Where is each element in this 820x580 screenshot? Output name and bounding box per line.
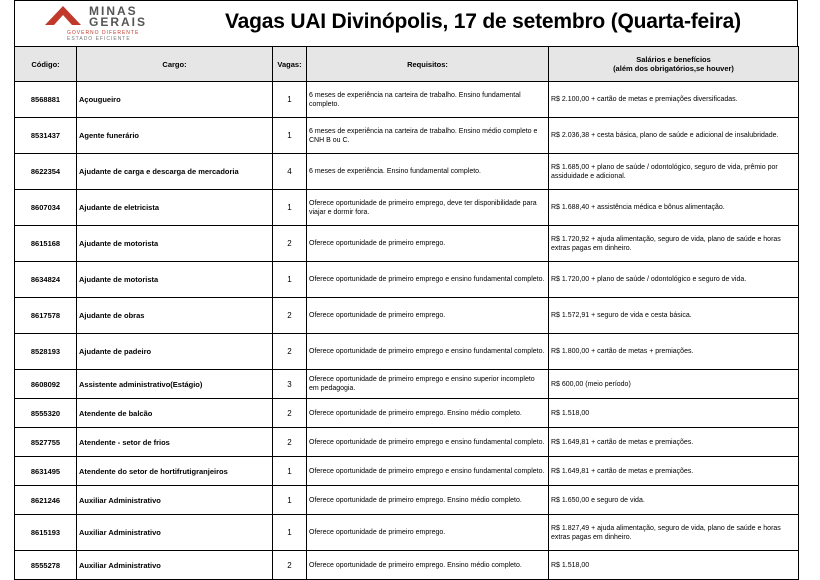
header-vagas: Vagas:: [273, 47, 307, 82]
job-code-cell: 8615168: [15, 226, 77, 262]
job-code-cell: 8528193: [15, 334, 77, 370]
header-salarios-line1: Salários e benefícios: [636, 55, 711, 64]
table-row: [15, 190, 799, 226]
openings-cell: 1: [273, 118, 307, 154]
job-code-cell: 8555278: [15, 551, 77, 580]
requirements-cell: 6 meses de experiência. Ensino fundamental completo.: [307, 154, 549, 190]
openings-cell: 2: [273, 298, 307, 334]
openings-cell: 1: [273, 486, 307, 515]
openings-cell: 1: [273, 82, 307, 118]
job-title-cell: Ajudante de eletricista: [77, 190, 273, 226]
document-header: [14, 0, 798, 46]
job-code-cell: 8568881: [15, 82, 77, 118]
requirements-cell: Oferece oportunidade de primeiro emprego. Ensino médio completo.: [307, 551, 549, 580]
header-salarios-line2: (além dos obrigatórios,se houver): [613, 64, 734, 73]
salary-benefits-cell: R$ 1.518,00: [549, 551, 799, 580]
job-code-cell: 8608092: [15, 370, 77, 399]
openings-cell: 2: [273, 551, 307, 580]
requirements-cell: 6 meses de experiência na carteira de trabalho. Ensino médio completo e CNH B ou C.: [307, 118, 549, 154]
table-row: [15, 154, 799, 190]
requirements-cell: Oferece oportunidade de primeiro emprego. Ensino médio completo.: [307, 399, 549, 428]
header-codigo: Código:: [15, 47, 77, 82]
table-row: [15, 551, 799, 580]
job-title-cell: Auxiliar Administrativo: [77, 486, 273, 515]
openings-cell: 2: [273, 226, 307, 262]
requirements-cell: Oferece oportunidade de primeiro emprego.: [307, 226, 549, 262]
jobs-table: [14, 46, 799, 580]
salary-benefits-cell: R$ 1.688,40 + assistência médica e bônus alimentação.: [549, 190, 799, 226]
openings-cell: 1: [273, 262, 307, 298]
table-header-row: [15, 47, 799, 82]
header-salarios: [549, 47, 799, 82]
salary-benefits-cell: R$ 2.100,00 + cartão de metas e premiações diversificadas.: [549, 82, 799, 118]
triangle-logo-icon: [43, 3, 83, 29]
job-title-cell: Agente funerário: [77, 118, 273, 154]
requirements-cell: Oferece oportunidade de primeiro emprego. Ensino médio completo.: [307, 486, 549, 515]
openings-cell: 1: [273, 515, 307, 551]
job-title-cell: Auxiliar Administrativo: [77, 551, 273, 580]
salary-benefits-cell: R$ 1.572,91 + seguro de vida e cesta básica.: [549, 298, 799, 334]
job-code-cell: 8555320: [15, 399, 77, 428]
salary-benefits-cell: R$ 1.649,81 + cartão de metas e premiações.: [549, 428, 799, 457]
salary-benefits-cell: R$ 1.827,49 + ajuda alimentação, seguro de vida, plano de saúde e horas extras pagas em dinheiro.: [549, 515, 799, 551]
salary-benefits-cell: R$ 1.685,00 + plano de saúde / odontológico, seguro de vida, prêmio por assiduidade e adicional.: [549, 154, 799, 190]
job-code-cell: 8531437: [15, 118, 77, 154]
openings-cell: 2: [273, 334, 307, 370]
job-code-cell: 8607034: [15, 190, 77, 226]
job-title-cell: Atendente - setor de frios: [77, 428, 273, 457]
table-row: [15, 262, 799, 298]
job-code-cell: 8621246: [15, 486, 77, 515]
job-code-cell: 8631495: [15, 457, 77, 486]
table-row: [15, 399, 799, 428]
openings-cell: 4: [273, 154, 307, 190]
salary-benefits-cell: R$ 1.649,81 + cartão de metas e premiações.: [549, 457, 799, 486]
openings-cell: 3: [273, 370, 307, 399]
table-row: [15, 334, 799, 370]
requirements-cell: Oferece oportunidade de primeiro emprego, deve ter disponibilidade para viajar e dormir fora.: [307, 190, 549, 226]
job-code-cell: 8615193: [15, 515, 77, 551]
table-row: [15, 370, 799, 399]
logo-word-gerais: GERAIS: [89, 15, 148, 29]
salary-benefits-cell: R$ 1.800,00 + cartão de metas + premiações.: [549, 334, 799, 370]
table-row: [15, 428, 799, 457]
openings-cell: 2: [273, 428, 307, 457]
page-title: Vagas UAI Divinópolis, 17 de setembro (Quarta-feira): [225, 10, 741, 33]
job-title-cell: Auxiliar Administrativo: [77, 515, 273, 551]
openings-cell: 2: [273, 399, 307, 428]
requirements-cell: 6 meses de experiência na carteira de trabalho. Ensino fundamental completo.: [307, 82, 549, 118]
table-row: [15, 118, 799, 154]
requirements-cell: Oferece oportunidade de primeiro emprego e ensino fundamental completo.: [307, 262, 549, 298]
salary-benefits-cell: R$ 1.720,00 + plano de saúde / odontológico e seguro de vida.: [549, 262, 799, 298]
job-code-cell: 8622354: [15, 154, 77, 190]
openings-cell: 1: [273, 190, 307, 226]
job-title-cell: Ajudante de carga e descarga de mercadoria: [77, 154, 273, 190]
salary-benefits-cell: R$ 2.036,38 + cesta básica, plano de saúde e adicional de insalubridade.: [549, 118, 799, 154]
salary-benefits-cell: R$ 1.720,92 + ajuda alimentação, seguro de vida, plano de saúde e horas extras pagas em dinheiro.: [549, 226, 799, 262]
salary-benefits-cell: R$ 1.650,00 e seguro de vida.: [549, 486, 799, 515]
job-title-cell: Atendente do setor de hortifrutigranjeiros: [77, 457, 273, 486]
job-title-cell: Ajudante de motorista: [77, 226, 273, 262]
logo-tagline-2: ESTADO EFICIENTE: [67, 36, 131, 42]
job-code-cell: 8617578: [15, 298, 77, 334]
minas-gerais-logo: [43, 3, 193, 43]
requirements-cell: Oferece oportunidade de primeiro emprego.: [307, 298, 549, 334]
requirements-cell: Oferece oportunidade de primeiro emprego.: [307, 515, 549, 551]
table-row: [15, 486, 799, 515]
table-row: [15, 226, 799, 262]
job-title-cell: Ajudante de padeiro: [77, 334, 273, 370]
job-title-cell: Assistente administrativo(Estágio): [77, 370, 273, 399]
table-row: [15, 515, 799, 551]
job-code-cell: 8527755: [15, 428, 77, 457]
header-cargo: Cargo:: [77, 47, 273, 82]
job-title-cell: Ajudante de motorista: [77, 262, 273, 298]
table-row: [15, 82, 799, 118]
requirements-cell: Oferece oportunidade de primeiro emprego e ensino fundamental completo.: [307, 428, 549, 457]
salary-benefits-cell: R$ 600,00 (meio período): [549, 370, 799, 399]
table-row: [15, 457, 799, 486]
header-requisitos: Requisitos:: [307, 47, 549, 82]
openings-cell: 1: [273, 457, 307, 486]
salary-benefits-cell: R$ 1.518,00: [549, 399, 799, 428]
logo-tagline-1: GOVERNO DIFERENTE: [67, 30, 140, 36]
requirements-cell: Oferece oportunidade de primeiro emprego e ensino fundamental completo.: [307, 457, 549, 486]
job-title-cell: Açougueiro: [77, 82, 273, 118]
logo-word-minas: MINAS: [89, 4, 138, 18]
table-row: [15, 298, 799, 334]
job-code-cell: 8634824: [15, 262, 77, 298]
job-title-cell: Atendente de balcão: [77, 399, 273, 428]
requirements-cell: Oferece oportunidade de primeiro emprego e ensino superior incompleto em pedagogia.: [307, 370, 549, 399]
requirements-cell: Oferece oportunidade de primeiro emprego e ensino fundamental completo.: [307, 334, 549, 370]
job-title-cell: Ajudante de obras: [77, 298, 273, 334]
